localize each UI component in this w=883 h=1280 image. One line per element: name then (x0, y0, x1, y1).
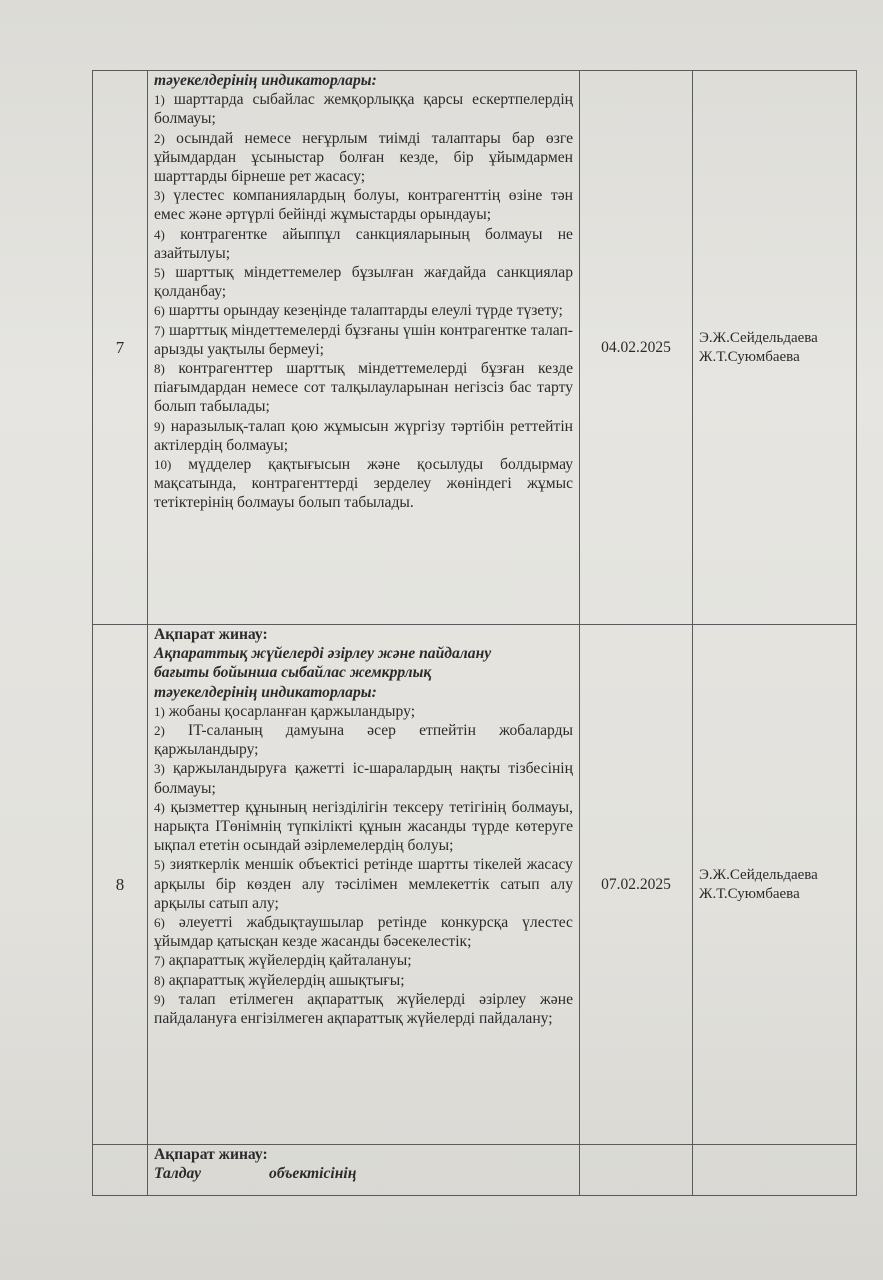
risk-heading: Талдау объектісінің (154, 1165, 357, 1183)
list-item: 4) қызметтер құнының негізділігін тексеру тетігінің болмауы, нарықта ITөнімнің түпкілікті құнын жасанды түрде көтеруге ықпал ететін осындай әзірлемелердің болуы; (154, 798, 573, 855)
row-date (580, 1145, 693, 1196)
list-item: 9) наразылық-талап қою жұмысын жүргізу тәртібін реттейтін актілердің болмауы; (154, 417, 573, 454)
row-date: 07.02.2025 (580, 625, 693, 1145)
row-description (148, 71, 580, 625)
risk-heading: тәуекелдерінің индикаторлары: (154, 72, 377, 89)
list-item: 9) талап етілмеген ақпараттық жүйелерді әзірлеу және пайдалануға енгізілмеген ақпараттық жүйелерді пайдалану; (154, 990, 573, 1028)
table-row (93, 625, 857, 1145)
responsible-name: Ж.Т.Суюмбаева (699, 885, 800, 902)
list-item: 5) шарттық міндеттемелер бұзылған жағдайда санкциялар қолданбау; (154, 264, 574, 301)
list-item: 1) жобаны қосарланған қаржыландыру; (154, 702, 416, 720)
list-item: 2) осындай немесе неғұрлым тиімді талаптары бар өзге ұйымдардан ұсыныстар болған кезде, бір ұйымдармен шарттарды бірнеше рет жасасу; (154, 129, 573, 186)
row-date: 04.02.2025 (580, 71, 693, 625)
risk-heading: бағыты бойынша сыбайлас жемкррлық (154, 664, 432, 682)
list-item: 3) үлестес компаниялардың болуы, контрагенттің өзіне тән емес және әртүрлі бейінді жұмыстарды орындауы; (154, 187, 573, 224)
row-description (148, 1145, 580, 1196)
list-item: 4) контрагентке айыппұл санкцияларының болмауы не азайтылуы; (154, 225, 573, 262)
list-item: 6) әлеуетті жабдықтаушылар ретінде конкурсқа үлестес ұйымдар қатысқан кезде жасанды бәсекелестік; (154, 914, 573, 951)
responsible-name: Э.Ж.Сейдельдаева (699, 866, 818, 883)
responsible-name: Э.Ж.Сейдельдаева (699, 329, 818, 346)
row-number (93, 1145, 148, 1196)
section-title: Ақпарат жинау: (154, 1146, 268, 1163)
list-item: 6) шартты орындау кезеңінде талаптарды елеулі түрде түзету; (154, 302, 563, 320)
list-item: 1) шарттарда сыбайлас жемқорлыққа қарсы ескертпелердің болмауы; (154, 91, 573, 128)
row-number: 7 (93, 71, 148, 625)
section-title: Ақпарат жинау: (154, 626, 268, 643)
risk-heading: Ақпараттық жүйелерді әзірлеу және пайдалану (154, 645, 492, 663)
table-row (93, 1145, 857, 1196)
list-item: 2) IT-саланың дамуына әсер етпейтін жобаларды қаржыландыру; (154, 722, 573, 759)
table-row (93, 71, 857, 625)
risk-plan-table (92, 70, 857, 1196)
row-responsible (693, 625, 857, 1145)
row-description (148, 625, 580, 1145)
row-number: 8 (93, 625, 148, 1145)
list-item: 3) қаржыландыруға қажетті іс-шаралардың нақты тізбесінің болмауы; (154, 760, 573, 797)
list-item: 5) зияткерлік меншік объектісі ретінде шартты тікелей жасасу арқылы бір көзден алу тәсілімен мемлекеттік сатып алу арқылы сатып алу; (154, 856, 573, 912)
list-item: 7) ақпараттық жүйелердің қайталануы; (154, 952, 412, 970)
row-responsible (693, 1145, 857, 1196)
list-item: 10) мүдделер қақтығысын және қосылуды болдырмау мақсатында, контрагенттерді зерделеу жөніндегі жұмыс тетіктерінің болмауы болып табылады. (154, 456, 574, 512)
risk-heading: тәуекелдерінің индикаторлары: (154, 683, 377, 701)
list-item: 8) ақпараттық жүйелердің ашықтығы; (154, 971, 405, 989)
list-item: 8) контрагенттер шарттық міндеттемелерді бұзған кезде піағымдардан немесе сот талқылауларынан негізсіз бас тарту болып табылады; (154, 360, 573, 416)
row-responsible (693, 71, 857, 625)
responsible-name: Ж.Т.Суюмбаева (699, 348, 800, 365)
list-item: 7) шарттық міндеттемелерді бұзғаны үшін контрагентке талап-арызды уақтылы бермеуі; (154, 321, 573, 358)
